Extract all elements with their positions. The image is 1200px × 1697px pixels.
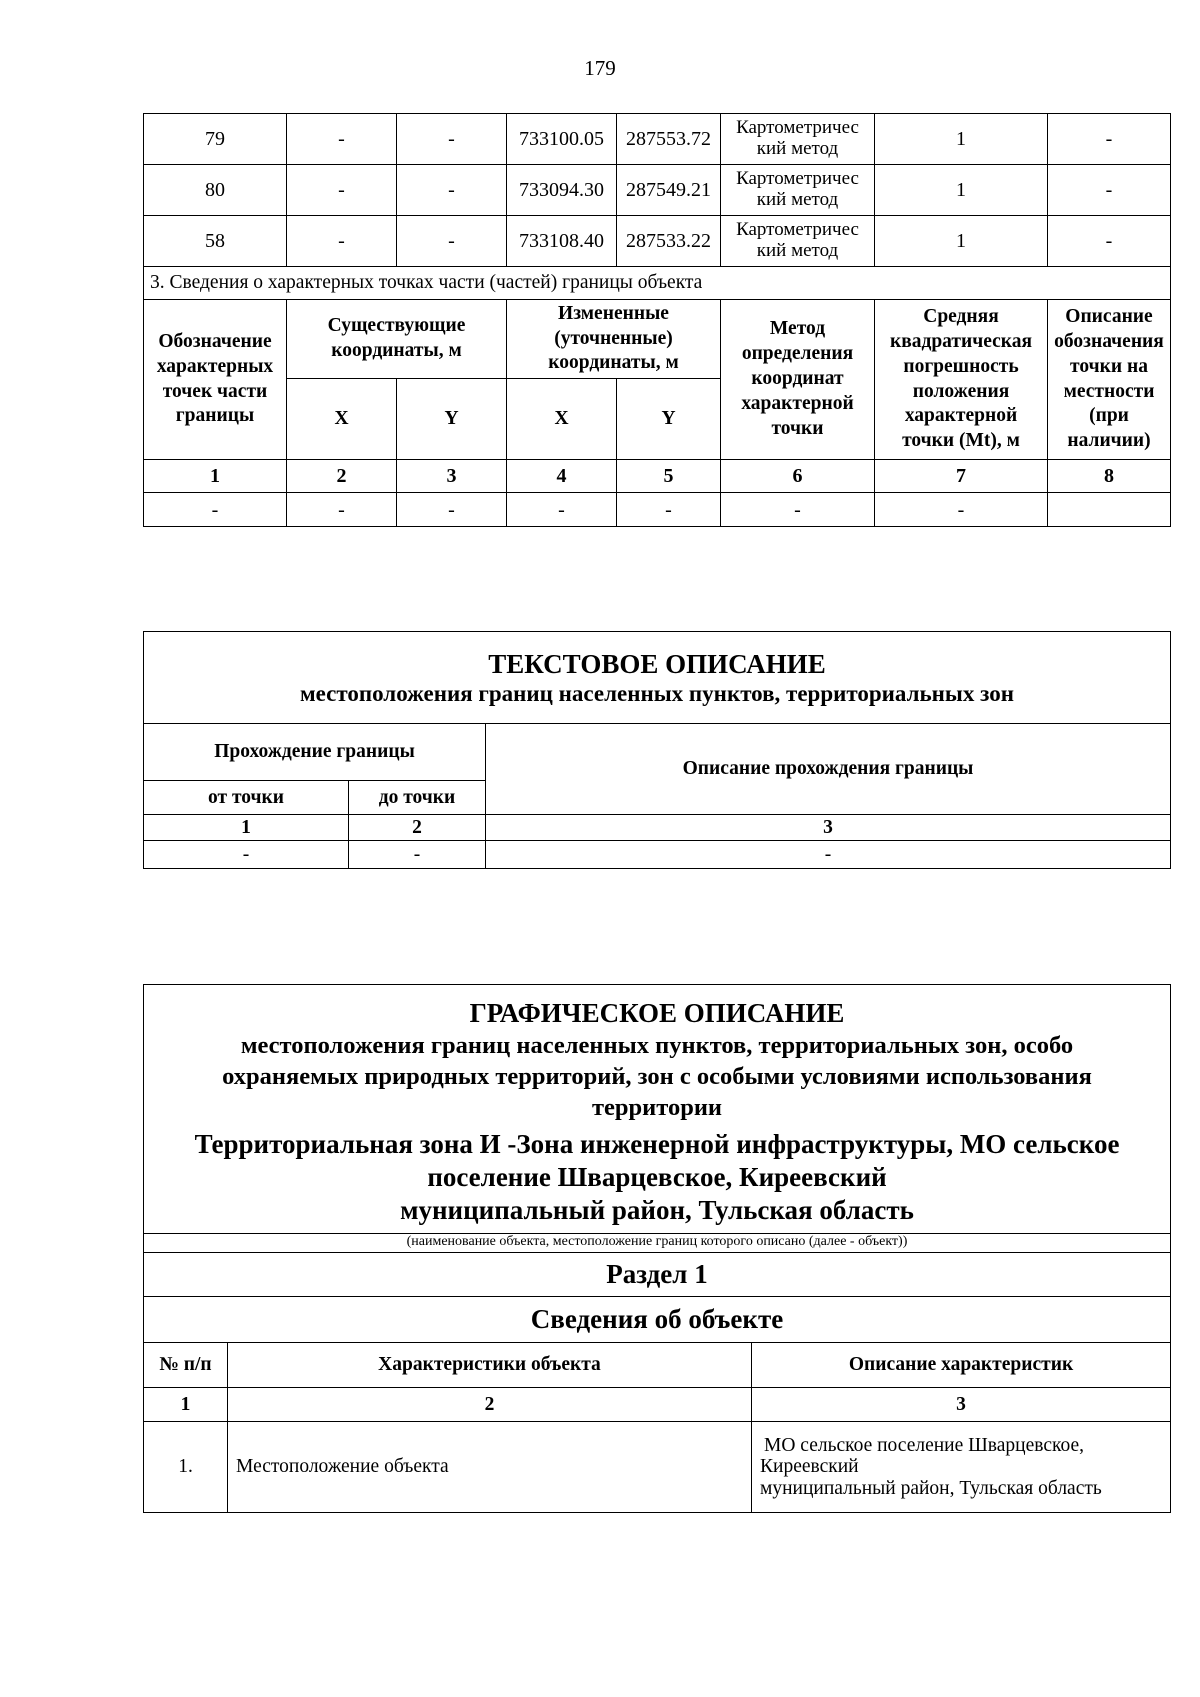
table-row: 58 - - 733108.40 287533.22 Картометричес кий метод 1 - bbox=[144, 216, 1171, 267]
header-point-designation: Обозначение характерных точек части границы bbox=[144, 300, 287, 460]
coordinates-table bbox=[143, 113, 1171, 527]
table-row: 1. Местоположение объекта МО сельское поселение Шварцевское, Киреевский муниципальный район, Тульская область bbox=[144, 1422, 1171, 1513]
method-cell: Картометричес кий метод bbox=[721, 216, 875, 267]
coord-x: 733108.40 bbox=[507, 216, 617, 267]
text-description-table bbox=[143, 631, 1171, 869]
object-name: Территориальная зона И -Зона инженерной инфраструктуры, МО сельское bbox=[194, 1128, 1120, 1159]
table-row: 79 - - 733100.05 287553.72 Картометричес кий метод 1 - bbox=[144, 114, 1171, 165]
section-title: 3. Сведения о характерных точках части (частей) границы объекта bbox=[144, 267, 1171, 300]
header-existing-coords: Существующие координаты, м bbox=[287, 300, 507, 379]
coord-x: 733094.30 bbox=[507, 165, 617, 216]
coord-y: 287553.72 bbox=[617, 114, 721, 165]
header-boundary-description: Описание прохождения границы bbox=[486, 724, 1171, 815]
object-location-value: МО сельское поселение Шварцевское, Киреевский муниципальный район, Тульская область bbox=[752, 1422, 1171, 1513]
header-boundary-passage: Прохождение границы bbox=[144, 724, 486, 781]
table-row: 80 - - 733094.30 287549.21 Картометричес кий метод 1 - bbox=[144, 165, 1171, 216]
header-number: № п/п bbox=[144, 1343, 228, 1388]
method-cell: Картометричес кий метод bbox=[721, 114, 875, 165]
header-x: X bbox=[507, 379, 617, 460]
header-changed-coords: Измененные (уточненные) координаты, м bbox=[507, 300, 721, 379]
coord-y: 287549.21 bbox=[617, 165, 721, 216]
method-cell: Картометричес кий метод bbox=[721, 165, 875, 216]
point-id: 58 bbox=[144, 216, 287, 267]
table-row: - - - - - - - bbox=[144, 493, 1171, 527]
graphic-description-table bbox=[143, 984, 1171, 1513]
header-characteristics-description: Описание характеристик bbox=[752, 1343, 1171, 1388]
column-numbers-row: 1 2 3 4 5 6 7 8 bbox=[144, 460, 1171, 493]
header-description: Описание обозначения точки на местности (при наличии) bbox=[1048, 300, 1171, 460]
object-location-label: Местоположение объекта bbox=[228, 1422, 752, 1513]
page-number: 179 bbox=[584, 56, 616, 80]
header-characteristics: Характеристики объекта bbox=[228, 1343, 752, 1388]
column-numbers-row: 1 2 3 bbox=[144, 815, 1171, 841]
coord-y: 287533.22 bbox=[617, 216, 721, 267]
point-id: 80 bbox=[144, 165, 287, 216]
header-error: Средняя квадратическая погрешность положения характерной точки (Mt), м bbox=[875, 300, 1048, 460]
object-name-note: (наименование объекта, местоположение границ которого описано (далее - объект)) bbox=[144, 1234, 1171, 1253]
header-to-point: до точки bbox=[349, 781, 486, 815]
header-method: Метод определения координат характерной точки bbox=[721, 300, 875, 460]
point-id: 79 bbox=[144, 114, 287, 165]
header-x: X bbox=[287, 379, 397, 460]
section-title: Раздел 1 bbox=[144, 1253, 1171, 1297]
table-row: - - - bbox=[144, 841, 1171, 869]
graphic-description-header: ГРАФИЧЕСКОЕ ОПИСАНИЕ местоположения границ населенных пунктов, территориальных зон, особо охраняемых природных территорий, зон с особыми условиями использования территории Территориальная зона И -Зона инженерной инфраструктуры, МО сельское поселение Шварцевское, Киреевский муниципальный район, Тульская область bbox=[144, 985, 1171, 1234]
header-from-point: от точки bbox=[144, 781, 349, 815]
column-numbers-row: 1 2 3 bbox=[144, 1388, 1171, 1422]
section-subtitle: Сведения об объекте bbox=[144, 1297, 1171, 1343]
text-description-header: ТЕКСТОВОЕ ОПИСАНИЕ местоположения границ населенных пунктов, территориальных зон bbox=[144, 632, 1171, 724]
coord-x: 733100.05 bbox=[507, 114, 617, 165]
header-y: Y bbox=[397, 379, 507, 460]
header-y: Y bbox=[617, 379, 721, 460]
